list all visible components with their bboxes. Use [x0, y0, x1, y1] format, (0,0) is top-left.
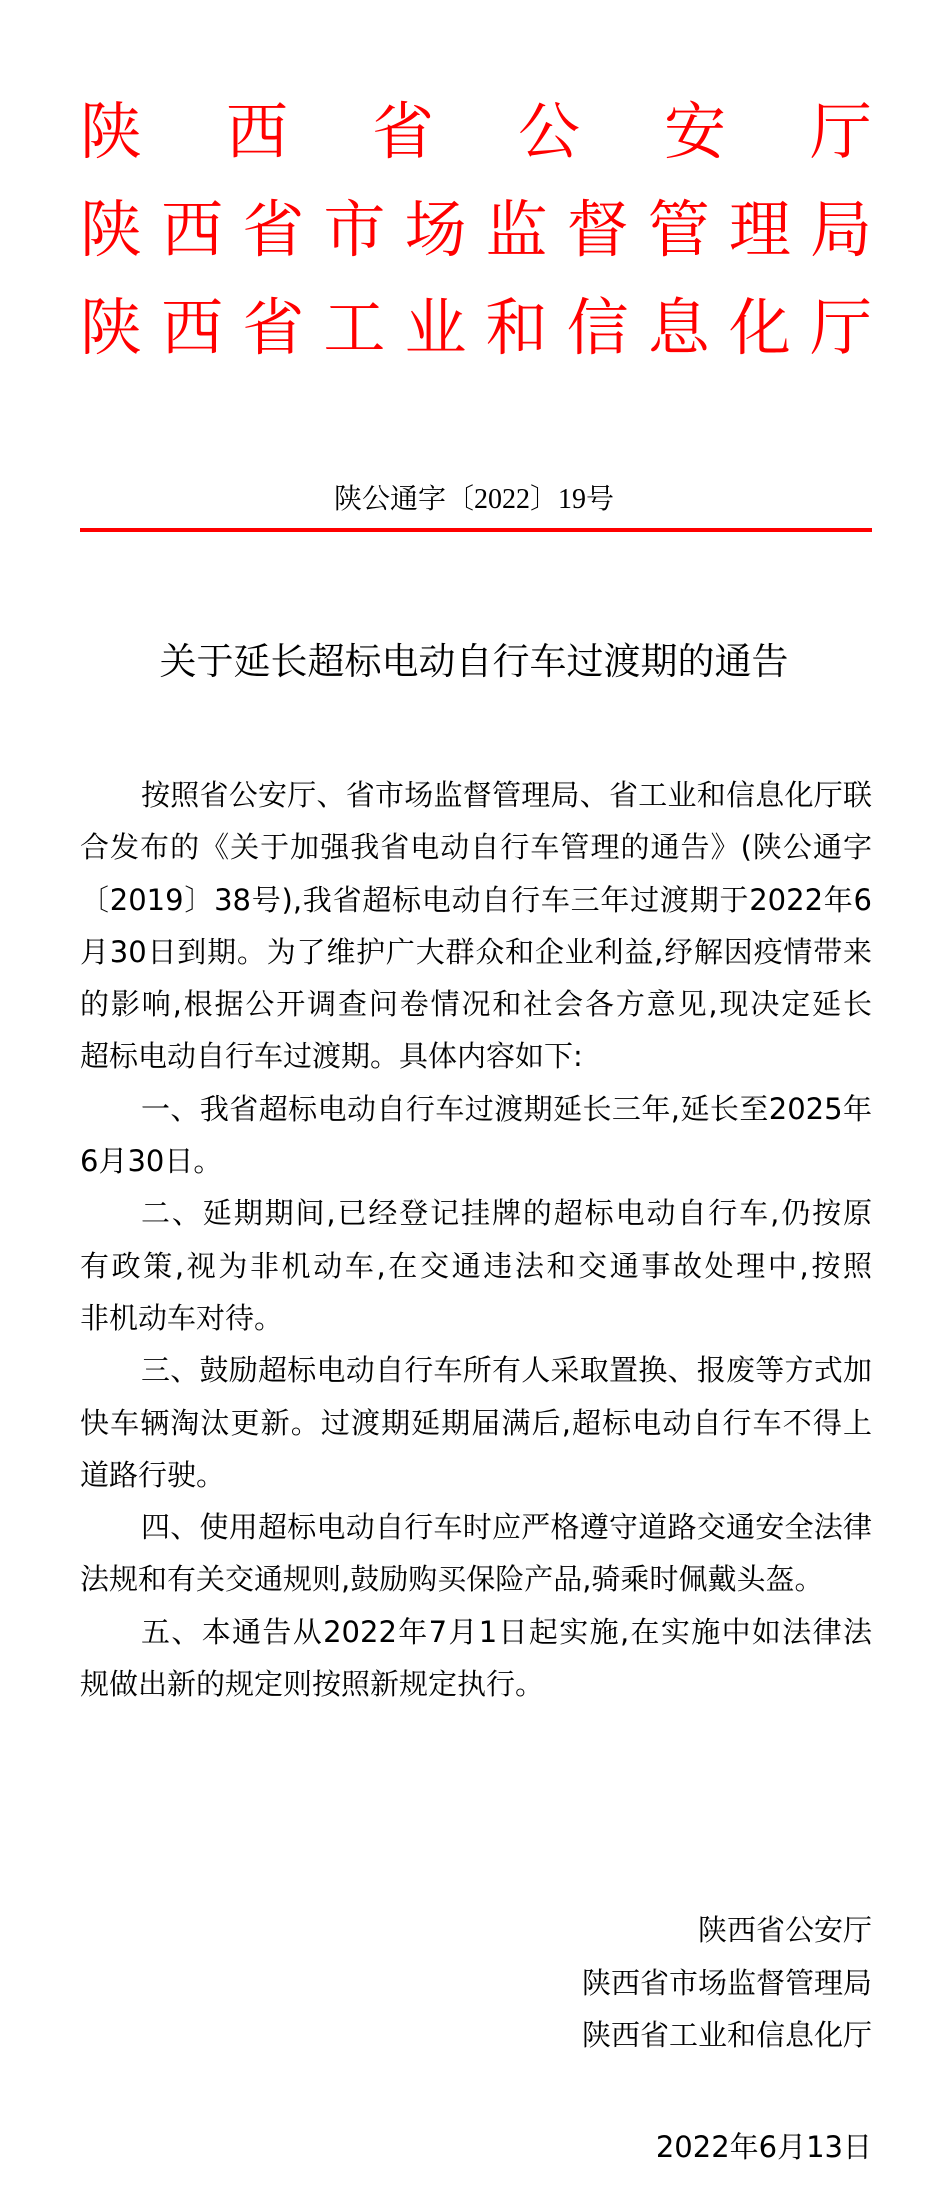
body-line: 规做出新的规定则按照新规定执行。: [80, 1667, 545, 1702]
body-line: 快车辆淘汰更新。过渡期延期届满后,超标电动自行车不得上: [80, 1405, 872, 1440]
header-char: 公: [517, 95, 580, 168]
header-char: 市: [323, 193, 386, 266]
body-line: 〔2019〕38号),我省超标电动自行车三年过渡期于2022年6: [80, 882, 872, 917]
document-title: 关于延长超标电动自行车过渡期的通告: [159, 640, 789, 683]
header-char: 西: [225, 95, 288, 168]
body-line: 按照省公安厅、省市场监督管理局、省工业和信息化厅联: [141, 778, 872, 812]
header-char: 西: [161, 193, 224, 266]
header-char: 场: [404, 193, 467, 266]
issuer-header-3: [80, 293, 872, 363]
header-char: 化: [728, 291, 791, 364]
body-line: 合发布的《关于加强我省电动自行车管理的通告》(陕公通字: [80, 830, 872, 865]
body-line: 四、使用超标电动自行车时应严格遵守道路交通安全法律: [141, 1510, 872, 1545]
body-line: 有政策,视为非机动车,在交通违法和交通事故处理中,按照: [80, 1248, 872, 1283]
body-line: 一、我省超标电动自行车过渡期延长三年,延长至2025年: [141, 1091, 872, 1126]
document-number: 陕公通字〔2022〕19号: [333, 484, 614, 515]
body-line: 法规和有关交通规则,鼓励购买保险产品,骑乘时佩戴头盔。: [80, 1562, 824, 1597]
header-char: 管: [647, 193, 710, 266]
issuer-header-1: [80, 97, 872, 167]
header-char: 陕: [80, 193, 143, 266]
header-char: 厅: [809, 291, 872, 364]
header-char: 息: [647, 291, 710, 364]
body-line: 道路行驶。: [80, 1457, 226, 1492]
issuer-header-2: [80, 195, 872, 265]
header-char: 省: [242, 193, 305, 266]
body-line: 三、鼓励超标电动自行车所有人采取置换、报废等方式加: [141, 1353, 872, 1388]
header-char: 陕: [80, 95, 143, 168]
red-divider: [80, 528, 872, 532]
header-char: 厅: [809, 95, 872, 168]
header-char: 督: [566, 193, 629, 266]
signature-industry-it: 陕西省工业和信息化厅: [581, 2018, 872, 2052]
header-char: 省: [242, 291, 305, 364]
header-char: 业: [404, 291, 467, 364]
signature-date: 2022年6月13日: [655, 2130, 872, 2164]
body-line: 二、延期期间,已经登记挂牌的超标电动自行车,仍按原: [141, 1196, 872, 1231]
body-line: 月30日到期。为了维护广大群众和企业利益,纾解因疫情带来: [80, 934, 872, 969]
header-char: 和: [485, 291, 548, 364]
signature-public-security: 陕西省公安厅: [697, 1913, 872, 1947]
header-char: 陕: [80, 291, 143, 364]
body-line: 6月30日。: [80, 1144, 223, 1179]
header-char: 安: [663, 95, 726, 168]
body-line: 五、本通告从2022年7月1日起实施,在实施中如法律法: [141, 1614, 872, 1649]
body-line: 非机动车对待。: [80, 1300, 284, 1335]
body-line: 的影响,根据公开调查问卷情况和社会各方意见,现决定延长: [80, 987, 872, 1022]
header-char: 信: [566, 291, 629, 364]
header-char: 监: [485, 193, 548, 266]
document-body: [80, 769, 872, 1710]
header-char: 理: [728, 193, 791, 266]
header-char: 工: [323, 291, 386, 364]
header-char: 西: [161, 291, 224, 364]
header-char: 省: [371, 95, 434, 168]
signature-market-regulation: 陕西省市场监督管理局: [581, 1966, 872, 2000]
header-char: 局: [809, 193, 872, 266]
body-line: 超标电动自行车过渡期。具体内容如下:: [80, 1039, 583, 1074]
